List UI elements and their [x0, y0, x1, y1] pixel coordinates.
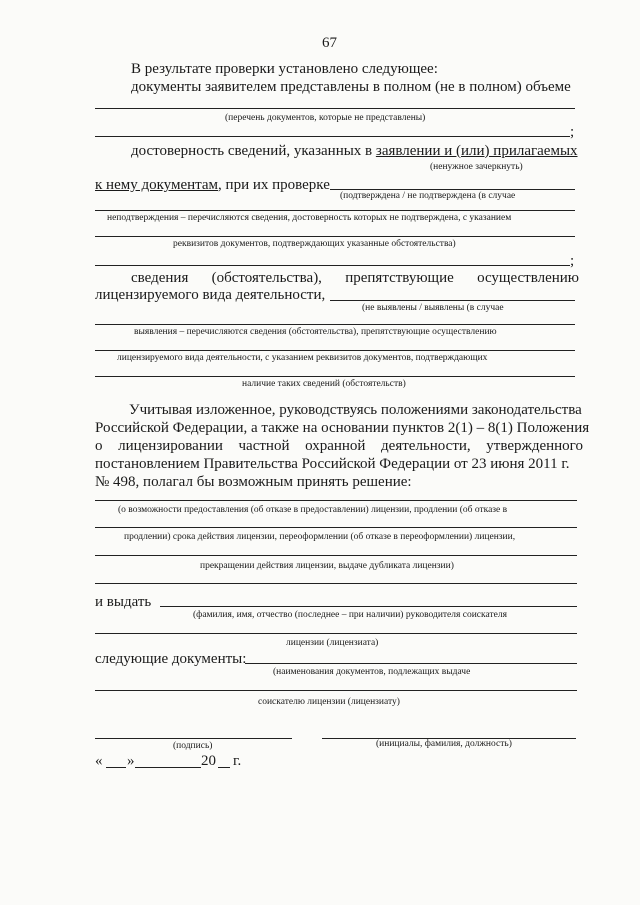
decision-hint-2: продлении) срока действия лицензии, переоформлении (об отказе в переоформлении) лицензии, [124, 532, 516, 542]
reliability-line-1 [131, 143, 578, 160]
conclusion-line-2: Российской Федерации, а также на основании пунктов 2(1) – 8(1) Положения [95, 420, 590, 436]
blank-line [95, 108, 575, 109]
documents-hint-1: (наименования документов, подлежащих выдаче [273, 667, 471, 677]
conclusion-word: деятельности, [381, 438, 471, 454]
conclusion-word: утвержденного [486, 438, 583, 454]
obstacles-word-1: сведения [131, 270, 189, 286]
obstacles-hint-2: выявления – перечисляются сведения (обстоятельства), препятствующие осуществлению [134, 327, 497, 337]
conclusion-word: охранной [305, 438, 366, 454]
reliability-text-a: достоверность сведений, указанных в [131, 143, 376, 159]
date-year-prefix: 20 [201, 753, 216, 769]
blank-line [95, 236, 575, 237]
strike-hint: (ненужное зачеркнуть) [430, 162, 523, 172]
documents-hint-2: соискателю лицензии (лицензиату) [258, 697, 400, 707]
blank-line [95, 500, 577, 501]
conclusion-line-1: Учитывая изложенное, руководствуясь положениями законодательства [129, 402, 582, 418]
intro-line-1: В результате проверки установлено следующее: [131, 61, 438, 77]
reliability-hint-3: реквизитов документов, подтверждающих указанные обстоятельства) [173, 239, 456, 249]
date-day-line [106, 767, 126, 768]
obstacles-hint-3: лицензируемого вида деятельности, с указанием реквизитов документов, подтверждающих [117, 353, 488, 363]
reliability-line-2 [95, 177, 330, 194]
semicolon: ; [570, 253, 575, 269]
issue-label: и выдать [95, 594, 152, 610]
semicolon: ; [570, 124, 575, 140]
blank-line [245, 663, 577, 664]
blank-line [95, 265, 570, 266]
signature-hint: (подпись) [173, 741, 213, 751]
decision-hint-1: (о возможности предоставления (об отказе в предоставлении) лицензии, продлении (об отказе в [118, 505, 508, 515]
blank-line [160, 606, 577, 607]
decision-hint-3: прекращении действия лицензии, выдаче дубликата лицензии) [200, 561, 454, 571]
documents-label: следующие документы: [95, 651, 247, 667]
date-year-line [218, 767, 230, 768]
date-open-quote: « [95, 753, 103, 769]
obstacles-word-4: осуществлению [477, 270, 579, 286]
blank-line [95, 350, 575, 351]
obstacles-line-2: лицензируемого вида деятельности, [95, 287, 326, 303]
conclusion-line-4: постановлением Правительства Российской Федерации от 23 июня 2011 г. [95, 456, 570, 472]
blank-line [95, 324, 575, 325]
issue-hint-1: (фамилия, имя, отчество (последнее – при наличии) руководителя соискателя [193, 610, 507, 620]
blank-line [330, 300, 575, 301]
blank-line [95, 633, 577, 634]
reliability-text-d: , при их проверке [218, 177, 330, 193]
docs-hint: (перечень документов, которые не представлены) [225, 113, 426, 123]
reliability-hint-1: (подтверждена / не подтверждена (в случае [340, 191, 516, 201]
blank-line [95, 527, 577, 528]
blank-line [95, 690, 577, 691]
conclusion-word: частной [238, 438, 290, 454]
obstacles-word-3: препятствующие [345, 270, 454, 286]
conclusion-word: лицензировании [118, 438, 223, 454]
reliability-hint-2: неподтверждения – перечисляются сведения, достоверность которых не подтверждена, с указанием [107, 213, 512, 223]
blank-line [95, 583, 577, 584]
blank-line [95, 136, 570, 137]
signature-line [95, 738, 292, 739]
conclusion-line-3 [95, 438, 583, 455]
issue-hint-2: лицензии (лицензиата) [286, 638, 379, 648]
blank-line [330, 189, 575, 190]
obstacles-hint-4: наличие таких сведений (обстоятельств) [242, 379, 406, 389]
date-month-line [135, 767, 201, 768]
obstacles-hint-1: (не выявлены / выявлены (в случае [362, 303, 504, 313]
page-number: 67 [322, 35, 337, 51]
intro-line-2: документы заявителем представлены в полном (не в полном) объеме [131, 79, 571, 95]
date-close-quote: » [127, 753, 135, 769]
conclusion-line-5: № 498, полагал бы возможным принять решение: [95, 474, 412, 490]
obstacles-line-1 [131, 270, 579, 287]
date-year-suffix: г. [233, 753, 242, 769]
conclusion-word: о [95, 438, 103, 454]
reliability-text-c: к нему документам [95, 177, 219, 193]
blank-line [95, 210, 575, 211]
obstacles-word-2: (обстоятельства), [211, 270, 322, 286]
blank-line [95, 555, 577, 556]
name-hint: (инициалы, фамилия, должность) [376, 739, 512, 749]
reliability-text-b: заявлении и (или) прилагаемых [375, 143, 578, 159]
blank-line [95, 376, 575, 377]
